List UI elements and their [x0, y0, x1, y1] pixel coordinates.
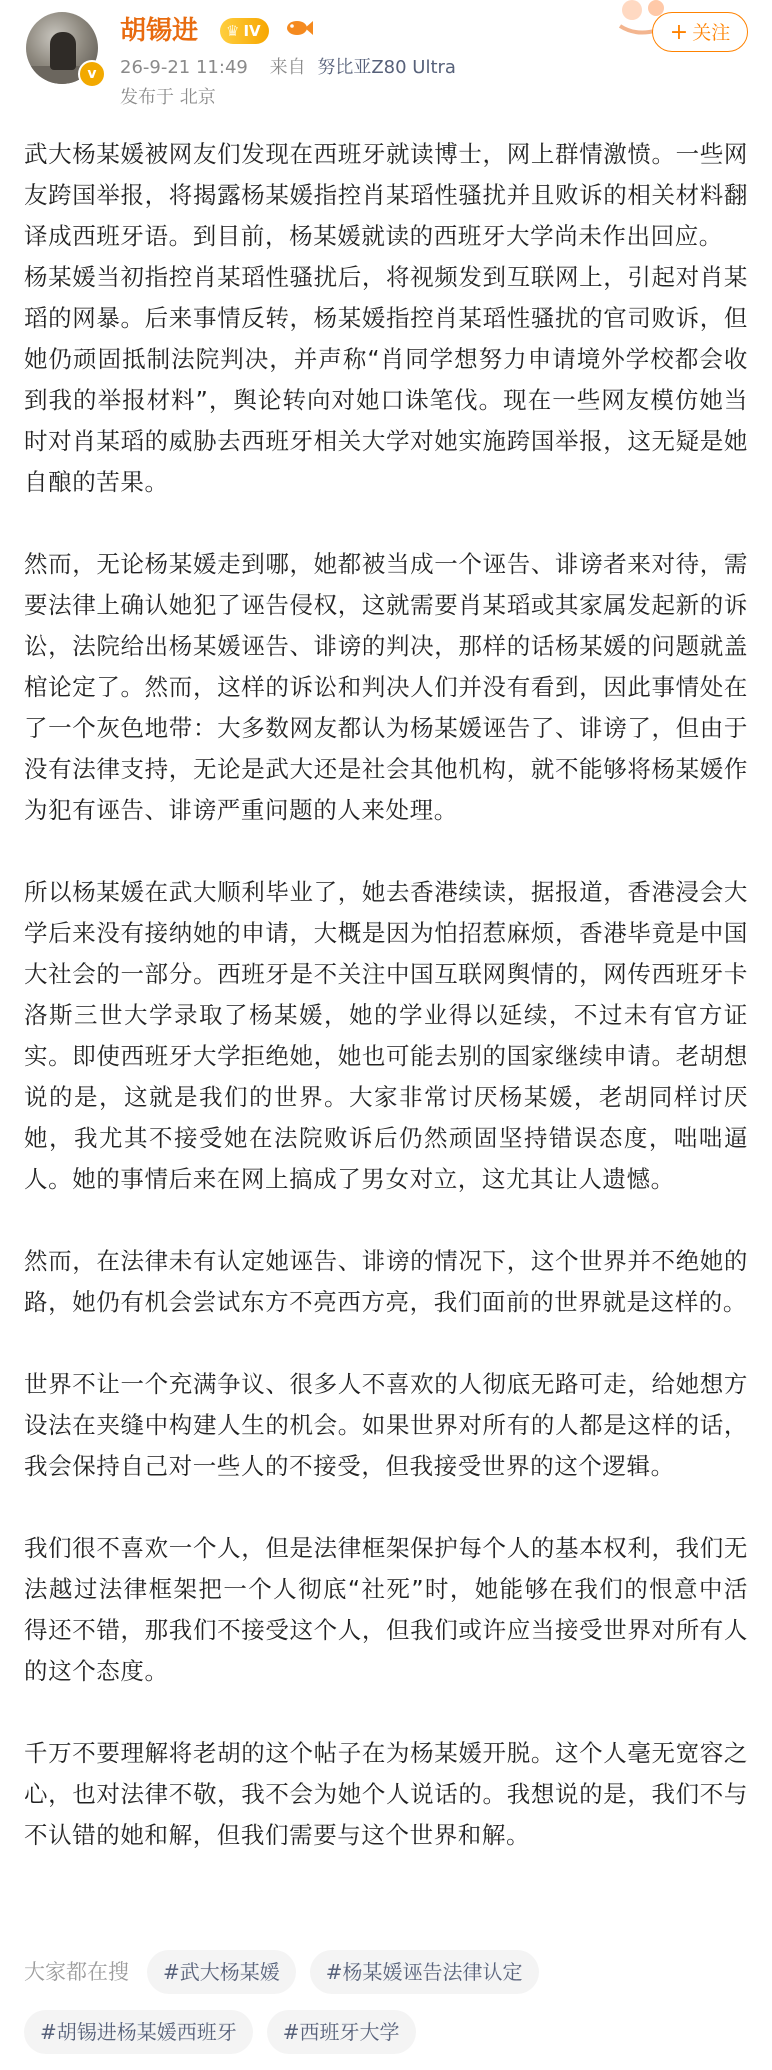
hashtag-link[interactable]: #西班牙大学: [267, 2010, 416, 2054]
tags-row: [24, 2010, 754, 2054]
hashtag-link[interactable]: #武大杨某媛: [147, 1950, 296, 1994]
post-paragraph: 世界不让一个充满争议、很多人不喜欢的人彻底无路可走，给她想方设法在夹缝中构建人生的机会。如果世界对所有的人都是这样的话，我会保持自己对一些人的不接受，但我接受世界的这个逻辑。: [24, 1370, 748, 1480]
device-link[interactable]: 努比亚Z80 Ultra: [317, 57, 456, 78]
post-paragraph: 武大杨某媛被网友们发现在西班牙就读博士，网上群情激愤。一些网友跨国举报，将揭露杨某媛指控肖某瑫性骚扰并且败诉的相关材料翻译成西班牙语。到目前，杨某媛就读的西班牙大学尚未作出回应。: [24, 140, 748, 250]
post-header: [0, 0, 772, 130]
tags-label: 大家都在搜: [24, 1960, 129, 1984]
post-paragraph: 我们很不喜欢一个人，但是法律框架保护每个人的基本权利，我们无法越过法律框架把一个人彻底“社死”时，她能够在我们的恨意中活得还不错，那我们不接受这个人，但我们或许应当接受世界对所有人的这个态度。: [24, 1534, 748, 1685]
verified-badge-icon: v: [78, 60, 106, 88]
tags-row: [24, 1950, 754, 1994]
follow-button[interactable]: [652, 12, 748, 52]
post-paragraph: 然而，无论杨某媛走到哪，她都被当成一个诬告、诽谤者来对待，需要法律上确认她犯了诬告侵权，这就需要肖某瑫或其家属发起新的诉讼，法院给出杨某媛诬告、诽谤的判决，那样的话杨某媛的问题就盖棺论定了。然而，这样的诉讼和判决人们并没有看到，因此事情处在了一个灰色地带：大多数网友都认为杨某媛诬告了、诽谤了，但由于没有法律支持，无论是武大还是社会其他机构，就不能够将杨某媛作为犯有诬告、诽谤严重问题的人来处理。: [24, 550, 748, 824]
from-label: 来自: [269, 57, 306, 78]
post-body: [24, 134, 748, 1856]
crown-icon: ♛: [226, 22, 240, 40]
post-paragraph: 千万不要理解将老胡的这个帖子在为杨某媛开脱。这个人毫无宽容之心，也对法律不敬，我不会为她个人说话的。我想说的是，我们不与不认错的她和解，但我们需要与这个世界和解。: [24, 1739, 748, 1849]
post-location: 发布于 北京: [120, 87, 216, 108]
vip-badge[interactable]: [220, 18, 269, 44]
hashtag-link[interactable]: #杨某媛诬告法律认定: [310, 1950, 539, 1994]
follow-label: 关注: [692, 22, 731, 44]
post-meta: [120, 56, 456, 80]
vip-level: IV: [243, 22, 261, 40]
post-paragraph: 然而，在法律未有认定她诬告、诽谤的情况下，这个世界并不绝她的路，她仍有机会尝试东方不亮西方亮，我们面前的世界就是这样的。: [24, 1247, 748, 1316]
hashtag-link[interactable]: #胡锡进杨某媛西班牙: [24, 2010, 253, 2054]
username[interactable]: 胡锡进: [120, 16, 199, 46]
fish-badge-icon[interactable]: [284, 16, 314, 46]
post-paragraph: 杨某媛当初指控肖某瑫性骚扰后，将视频发到互联网上，引起对肖某瑫的网暴。后来事情反转，杨某媛指控肖某瑫性骚扰的官司败诉，但她仍顽固抵制法院判决，并声称“肖同学想努力申请境外学校都会收到我的举报材料”，舆论转向对她口诛笔伐。现在一些网友模仿她当时对肖某瑫的威胁去西班牙相关大学对她实施跨国举报，这无疑是她自酿的苦果。: [24, 263, 748, 496]
plus-icon: +: [669, 20, 689, 45]
hot-search-tags: [24, 1950, 754, 2070]
avatar-figure: [50, 32, 76, 70]
post-paragraph: 所以杨某媛在武大顺利毕业了，她去香港续读，据报道，香港浸会大学后来没有接纳她的申请，大概是因为怕招惹麻烦，香港毕竟是中国大社会的一部分。西班牙是不关注中国互联网舆情的，网传西班牙卡洛斯三世大学录取了杨某媛，她的学业得以延续，不过未有官方证实。即使西班牙大学拒绝她，她也可能去别的国家继续申请。老胡想说的是，这就是我们的世界。大家非常讨厌杨某媛，老胡同样讨厌她，我尤其不接受她在法院败诉后仍然顽固坚持错误态度，咄咄逼人。她的事情后来在网上搞成了男女对立，这尤其让人遗憾。: [24, 878, 748, 1193]
post-timestamp: 26-9-21 11:49: [120, 57, 248, 78]
